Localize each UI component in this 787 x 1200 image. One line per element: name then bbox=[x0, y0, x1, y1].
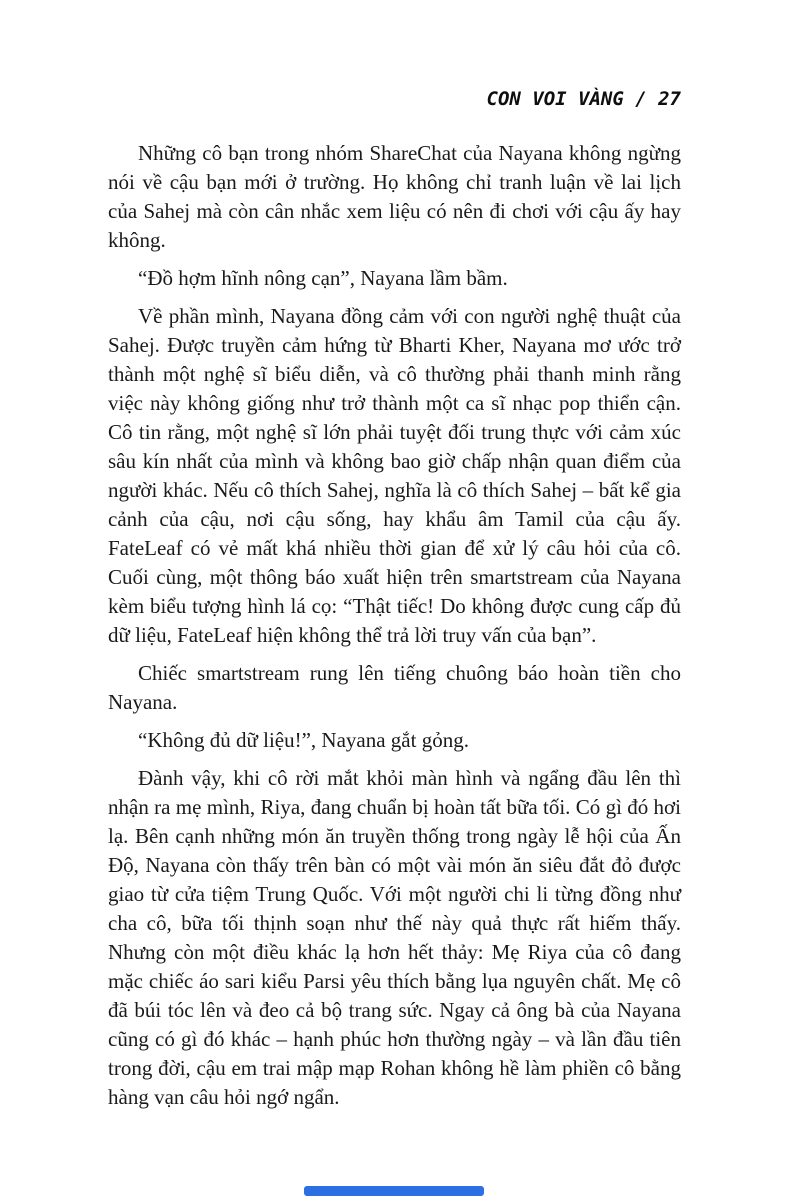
page-header bbox=[108, 86, 681, 112]
paragraph: Về phần mình, Nayana đồng cảm với con người nghệ thuật của Sahej. Được truyền cảm hứng từ Bharti Kher, Nayana mơ ước trở thành một nghệ sĩ biểu diễn, và cô thường phải thanh minh rằng việc này không giống như trở thành một ca sĩ nhạc pop thiển cận. Cô tin rằng, một nghệ sĩ lớn phải tuyệt đối trung thực với cảm xúc sâu kín nhất của mình và không bao giờ chấp nhận quan điểm của người khác. Nếu cô thích Sahej, nghĩa là cô thích Sahej – bất kể gia cảnh của cậu, nơi cậu sống, hay khẩu âm Tamil của cậu ấy. FateLeaf có vẻ mất khá nhiều thời gian để xử lý câu hỏi của cô. Cuối cùng, một thông báo xuất hiện trên smartstream của Nayana kèm biểu tượng hình lá cọ: “Thật tiếc! Do không được cung cấp đủ dữ liệu, FateLeaf hiện không thể trả lời truy vấn của bạn”. bbox=[108, 304, 681, 647]
header-separator: / bbox=[623, 88, 659, 110]
body-text bbox=[108, 139, 681, 1112]
reader-progress-indicator[interactable] bbox=[304, 1186, 484, 1196]
page-number: 27 bbox=[658, 88, 681, 110]
paragraph: “Đồ hợm hĩnh nông cạn”, Nayana lầm bầm. bbox=[138, 266, 508, 290]
paragraph: Đành vậy, khi cô rời mắt khỏi màn hình và ngẩng đầu lên thì nhận ra mẹ mình, Riya, đang chuẩn bị hoàn tất bữa tối. Có gì đó hơi lạ. Bên cạnh những món ăn truyền thống trong ngày lễ hội của Ấn Độ, Nayana còn thấy trên bàn có một vài món ăn siêu đắt đỏ được giao từ cửa tiệm Trung Quốc. Với một người chi li từng đồng như cha cô, bữa tối thịnh soạn như thế này quả thực rất hiếm thấy. Nhưng còn một điều khác lạ hơn hết thảy: Mẹ Riya của cô đang mặc chiếc áo sari kiểu Parsi yêu thích bằng lụa nguyên chất. Mẹ cô đã búi tóc lên và đeo cả bộ trang sức. Ngay cả ông bà của Nayana cũng có gì đó khác – hạnh phúc hơn thường ngày – và lần đầu tiên trong đời, cậu em trai mập mạp Rohan không hề làm phiền cô bằng hàng vạn câu hỏi ngớ ngẩn. bbox=[108, 766, 681, 1109]
paragraph: “Không đủ dữ liệu!”, Nayana gắt gỏng. bbox=[138, 728, 469, 752]
paragraph: Chiếc smartstream rung lên tiếng chuông báo hoàn tiền cho Nayana. bbox=[108, 661, 681, 714]
paragraph: Những cô bạn trong nhóm ShareChat của Nayana không ngừng nói về cậu bạn mới ở trường. Họ không chỉ tranh luận về lai lịch của Sahej mà còn cân nhắc xem liệu có nên đi chơi với cậu ấy hay không. bbox=[108, 141, 681, 252]
running-title: CON VOI VÀNG bbox=[486, 88, 624, 110]
